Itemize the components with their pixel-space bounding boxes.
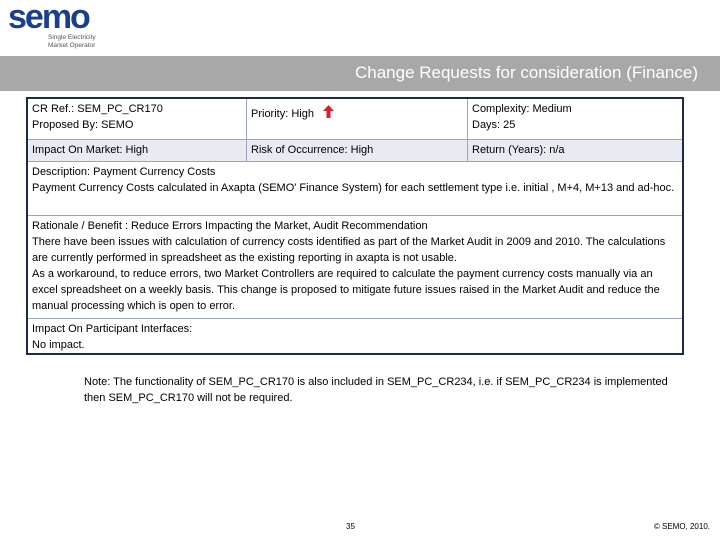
- logo-wordmark: [8, 0, 89, 37]
- tagline-line2: Market Operator: [48, 42, 96, 49]
- description-section: [28, 162, 682, 216]
- participant-interfaces-section: [28, 319, 682, 355]
- priority-cell: [247, 99, 468, 139]
- page-number: 35: [346, 522, 355, 531]
- change-request-table: [26, 97, 684, 355]
- description-heading: Description: Payment Currency Costs: [32, 166, 216, 178]
- logo-tagline: [48, 34, 96, 50]
- semo-logo: [8, 0, 118, 52]
- rationale-section: [28, 216, 682, 319]
- proposed-by: Proposed By: SEMO: [32, 119, 134, 131]
- page-title: Change Requests for consideration (Finance): [354, 63, 698, 82]
- days: Days: 25: [472, 119, 516, 131]
- cr-ref: CR Ref.: SEM_PC_CR170: [32, 103, 163, 115]
- logo-text: semo: [8, 0, 89, 36]
- title-bar: [0, 56, 720, 93]
- risk-cell: [247, 140, 468, 161]
- note-text: The functionality of SEM_PC_CR170 is also included in SEM_PC_CR234, i.e. if SEM_PC_CR234 is implemented then SEM_PC_CR170 will not be required.: [84, 376, 668, 404]
- description-body: Payment Currency Costs calculated in Axapta (SEMO' Finance System) for each settlement type i.e. initial , M+4, M+13 and ad-hoc.: [32, 182, 675, 194]
- rationale-para2: As a workaround, to reduce errors, two Market Controllers are required to calculate the payment currency costs manually via an excel spreadsheet on a weekly basis. This change is proposed to mitigate future issues raised in the Market Audit and reduce the manual processing which is open to error.: [32, 268, 660, 312]
- copyright: © SEMO, 2010.: [653, 522, 710, 531]
- rationale-para1: There have been issues with calculation of currency costs identified as part of the Market Audit in 2009 and 2010. The calculations are currently performed in spreadsheet as the existing reporting in axapta is not usable.: [32, 236, 666, 264]
- participant-interfaces-body: No impact.: [32, 339, 85, 351]
- note: [84, 374, 674, 406]
- summary-row-1: [28, 99, 682, 140]
- summary-row-2: [28, 140, 682, 162]
- priority: Priority: High: [251, 107, 314, 120]
- impact-on-market: Impact On Market: High: [32, 144, 149, 156]
- up-arrow-icon: [323, 105, 334, 123]
- participant-interfaces-heading: Impact On Participant Interfaces:: [32, 323, 193, 335]
- rationale-heading: Rationale / Benefit : Reduce Errors Impacting the Market, Audit Recommendation: [32, 220, 428, 232]
- tagline-line1: Single Electricity: [48, 34, 96, 41]
- complexity: Complexity: Medium: [472, 103, 572, 115]
- return-years: Return (Years): n/a: [472, 144, 565, 156]
- risk-of-occurrence: Risk of Occurrence: High: [251, 144, 374, 156]
- return-cell: [468, 140, 682, 161]
- cr-ref-cell: [28, 99, 247, 139]
- note-label: Note:: [84, 376, 111, 388]
- impact-cell: [28, 140, 247, 161]
- complexity-cell: [468, 99, 682, 139]
